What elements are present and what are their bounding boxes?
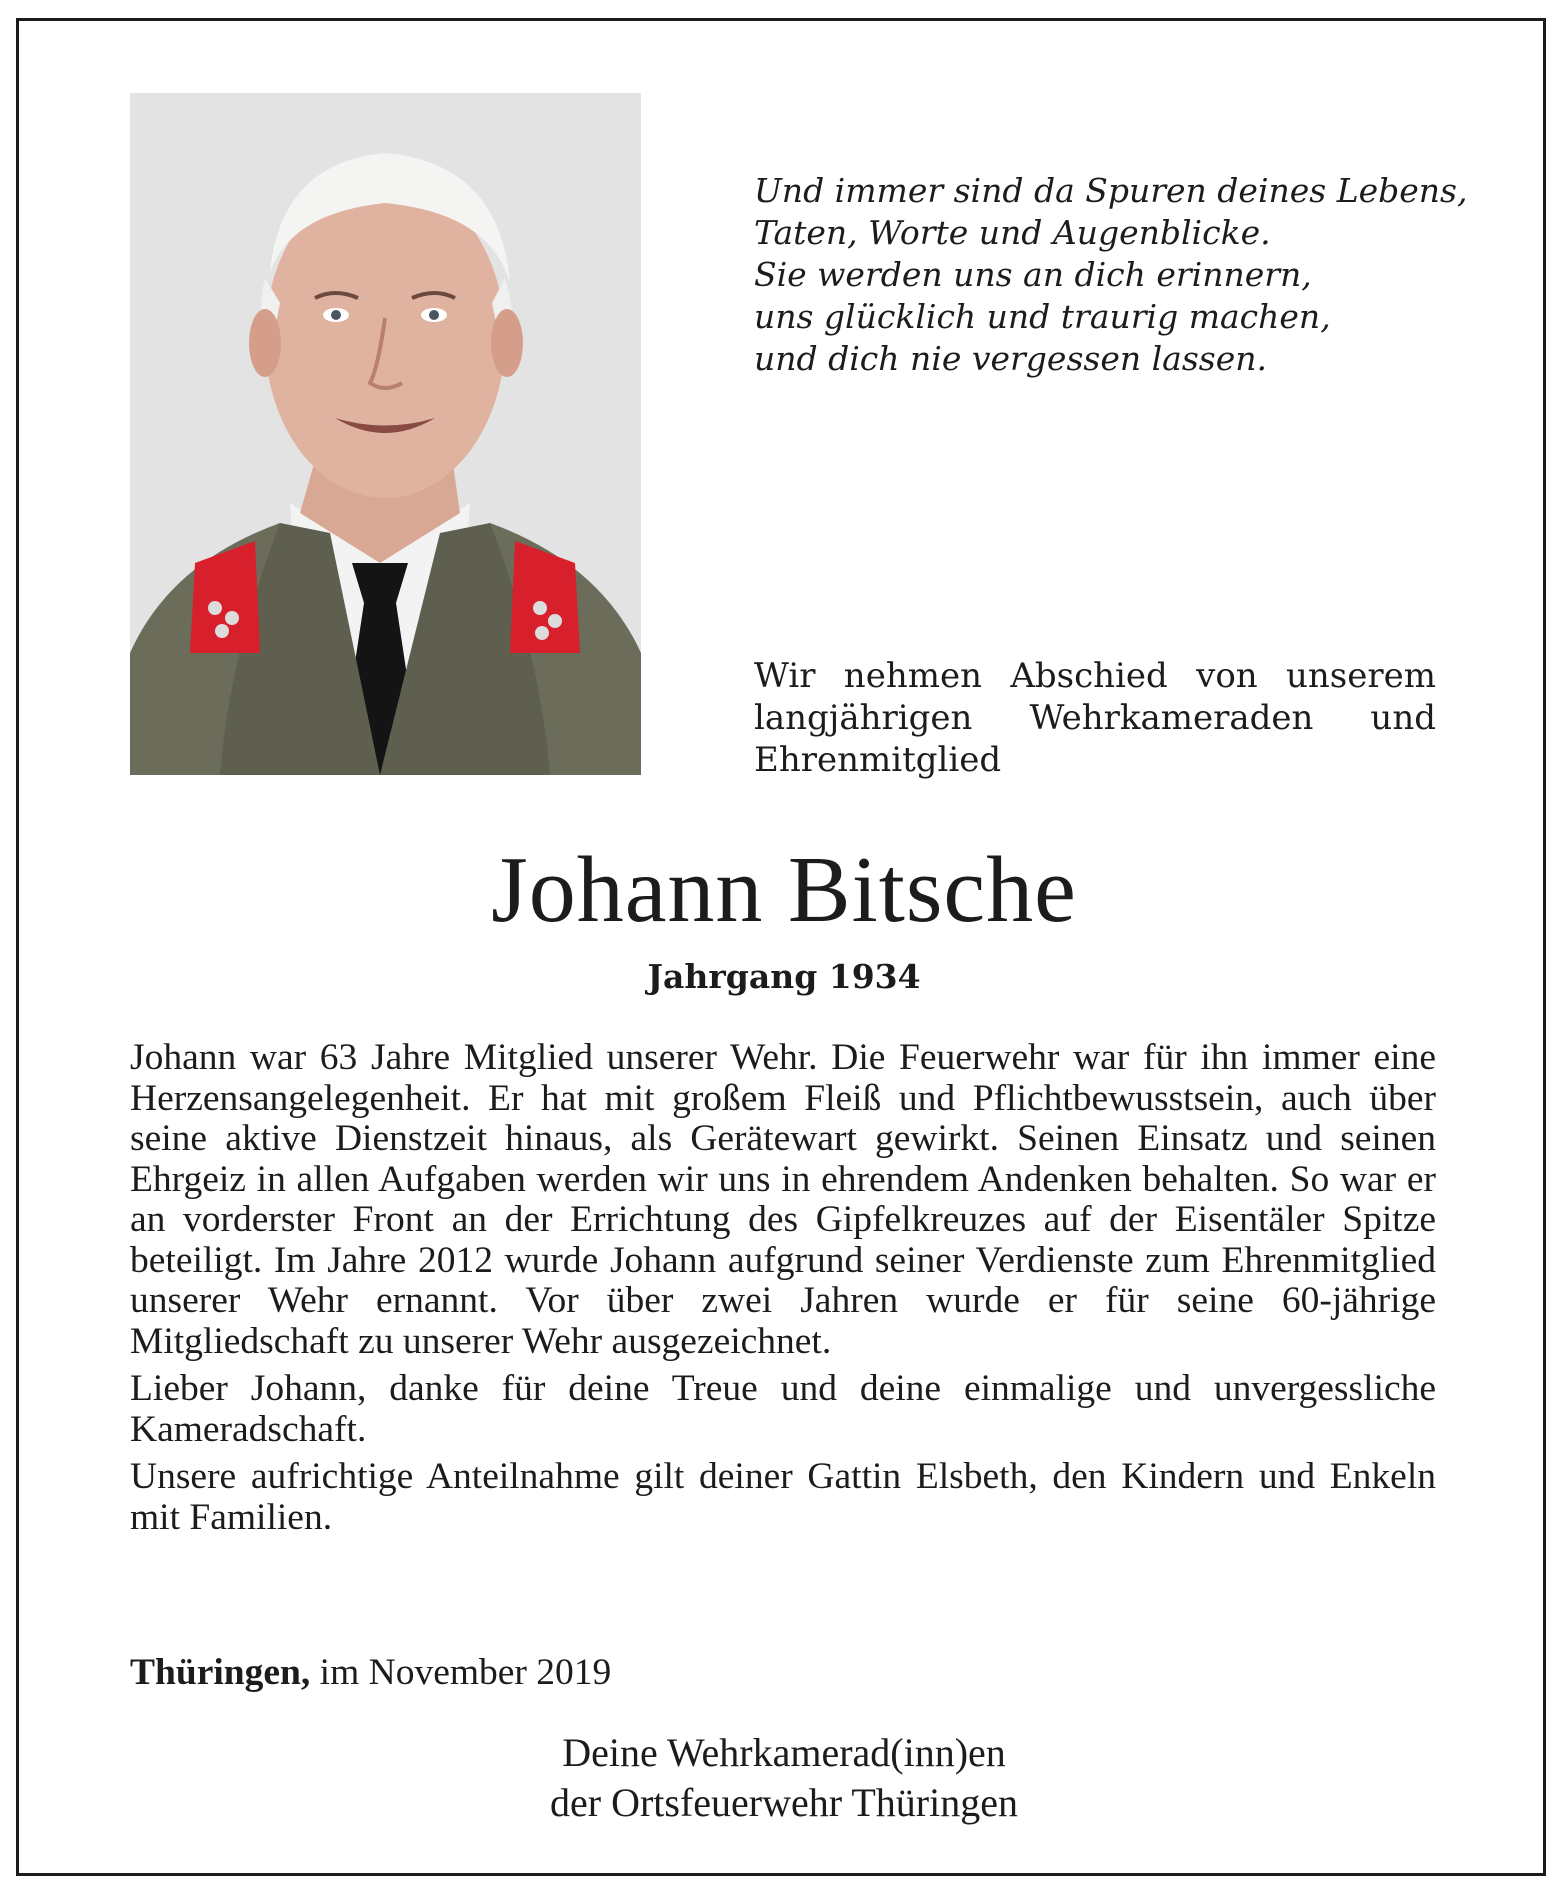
place: Thüringen, bbox=[130, 1652, 311, 1693]
date: im November 2019 bbox=[319, 1652, 612, 1693]
obituary-body bbox=[130, 1038, 1436, 1545]
poem-line: Und immer sind da Spuren deines Lebens, bbox=[754, 171, 1468, 210]
poem-line: Sie werden uns an dich erinnern, bbox=[754, 255, 1312, 294]
poem-line: Taten, Worte und Augenblicke. bbox=[754, 213, 1271, 252]
paragraph: Johann war 63 Jahre Mitglied unserer Wehr. Die Feuerwehr war für ihn immer eine Herzensangelegenheit. Er hat mit großem Fleiß und Pflichtbewusstsein, auch über seine aktive Dienstzeit hinaus, als Gerätewart gewirkt. Seinen Einsatz und seinen Ehrgeiz in allen Aufgaben werden wir uns in ehrendem Andenken behalten. So war er an vorderster Front an der Errichtung des Gipfelkreuzes auf der Eisentäler Spitze beteiligt. Im Jahre 2012 wurde Johann aufgrund seiner Verdienste zum Ehrenmitglied unserer Wehr ernannt. Vor über zwei Jahren wurde er für seine 60-jährige Mitgliedschaft zu unserer Wehr ausgezeichnet. bbox=[130, 1037, 1436, 1362]
birth-year: Jahrgang 1934 bbox=[647, 957, 921, 996]
deceased-name: Johann Bitsche bbox=[491, 838, 1077, 942]
paragraph: Unsere aufrichtige Anteilnahme gilt deiner Gattin Elsbeth, den Kindern und Enkeln mit Familien. bbox=[130, 1456, 1436, 1538]
portrait-photo bbox=[130, 93, 641, 775]
signature-line-2: der Ortsfeuerwehr Thüringen bbox=[550, 1780, 1018, 1825]
place-date bbox=[130, 1652, 611, 1694]
farewell-intro: Wir nehmen Abschied von unserem langjährigen Wehrkameraden und Ehrenmitglied bbox=[754, 656, 1436, 780]
poem-line: und dich nie vergessen lassen. bbox=[754, 339, 1267, 378]
paragraph: Lieber Johann, danke für deine Treue und deine einmalige und unvergessliche Kameradschaft. bbox=[130, 1368, 1436, 1450]
poem-line: uns glücklich und traurig machen, bbox=[754, 297, 1331, 336]
signature-line-1: Deine Wehrkamerad(inn)en bbox=[562, 1730, 1006, 1775]
poem bbox=[754, 170, 1474, 380]
signature bbox=[0, 1728, 1568, 1828]
portrait-illustration bbox=[130, 93, 641, 775]
